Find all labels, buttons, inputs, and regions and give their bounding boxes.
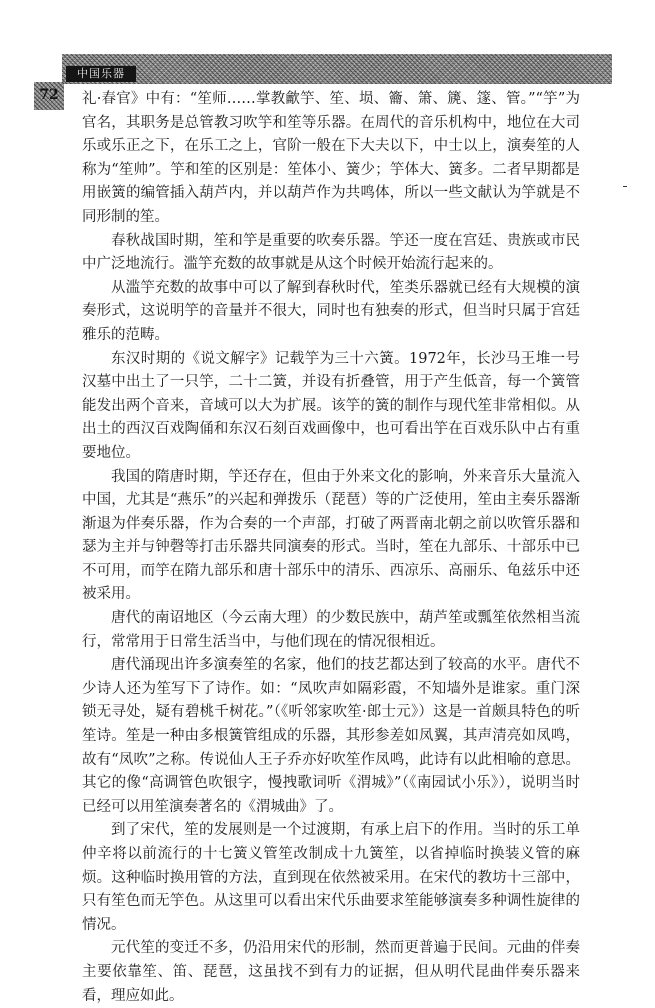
paragraph: 从滥竽充数的故事中可以了解到春秋时代，笙类乐器就已经有大规模的演奏形式，这说明竽的音量并不很大，同时也有独奏的形式，但当时只属于宫廷雅乐的范畴。 xyxy=(82,279,580,343)
paragraph: 礼·春官》中有：“笙师……掌教龡竽、笙、埙、籥、箫、篪、篴、管。”“竽”为官名，其职务是总管教习吹竽和笙等乐器。在周代的音乐机构中，地位在大司乐或乐正之下，在乐工之上，官阶一般在下大夫以下，中士以上，演奏笙的人称为“笙帅”。竽和笙的区别是：笙体小、簧少；竽体大、簧多。二者早期都是用嵌簧的编管插入葫芦内，并以葫芦作为共鸣体，所以一些文献认为竽就是不同形制的笙。 xyxy=(82,91,580,225)
paragraph: 到了宋代，笙的发展则是一个过渡期，有承上启下的作用。当时的乐工单仲辛将以前流行的十七簧义管笙改制成十九簧笙，以省掉临时换装义管的麻烦。这种临时换用管的方法，直到现在依然被采用。在宋代的教坊十三部中，只有笙色而无竽色。从这里可以看出宋代乐曲要求笙能够演奏多种调性旋律的情况。 xyxy=(82,822,580,933)
margin-mark xyxy=(623,186,627,187)
paragraph: 元代笙的变迁不多，仍沿用宋代的形制，然而更普遍于民间。元曲的伴奏主要依靠笙、笛、琵琶，这虽找不到有力的证据，但从明代昆曲伴奏乐器来看，理应如此。 xyxy=(82,940,580,1004)
running-header-label: 中国乐器 xyxy=(66,66,136,82)
paragraph: 唐代的南诏地区（今云南大理）的少数民族中，葫芦笙或瓢笙依然相当流行，常常用于日常生活当中，与他们现在的情况很相近。 xyxy=(82,610,580,650)
page-number: 72 xyxy=(39,87,59,103)
body-text xyxy=(82,88,580,1008)
paragraph: 东汉时期的《说文解字》记载竽为三十六簧。1972年，长沙马王堆一号汉墓中出土了一只竽，二十二簧，并设有折叠管，用于产生低音，每一个簧管能发出两个音来，音域可以大为扩展。该竽的簧的制作与现代笙非常相似。从出土的西汉百戏陶俑和东汉石刻百戏画像中，也可看出竽在百戏乐队中占有重要地位。 xyxy=(82,350,580,461)
paragraph: 我国的隋唐时期，竽还存在，但由于外来文化的影响，外来音乐大量流入中国，尤其是“燕乐”的兴起和弹拨乐（琵琶）等的广泛使用，笙由主奏乐器渐渐退为伴奏乐器，作为合奏的一个声部，打破了两晋南北朝之前以吹管乐器和瑟为主并与钟磬等打击乐器共同演奏的形式。当时，笙在九部乐、十部乐中已不可用，而竽在隋九部乐和唐十部乐中的清乐、西凉乐、高丽乐、龟兹乐中还被采用。 xyxy=(82,468,580,603)
paragraph: 春秋战国时期，笙和竽是重要的吹奏乐器。竽还一度在宫廷、贵族或市民中广泛地流行。滥竽充数的故事就是从这个时候开始流行起来的。 xyxy=(82,232,580,273)
paragraph: 唐代涌现出许多演奏笙的名家，他们的技艺都达到了较高的水平。唐代不少诗人还为笙写下了诗作。如：“凤吹声如隔彩霞，不知墙外是谁家。重门深锁无寻处，疑有碧桃千树花。”（《听邻家吹笙·郎士元》）这是一首颇具特色的听笙诗。笙是一种由多根簧管组成的乐器，其形参差如凤翼，其声清亮如凤鸣，故有“凤吹”之称。传说仙人王子乔亦好吹笙作凤鸣，此诗有以此相喻的意思。其它的像“高调管色吹银字，慢拽歌词听《渭城》”（《南园试小乐》），说明当时已经可以用笙演奏著名的《渭城曲》了。 xyxy=(82,657,580,815)
header-band xyxy=(62,54,612,84)
